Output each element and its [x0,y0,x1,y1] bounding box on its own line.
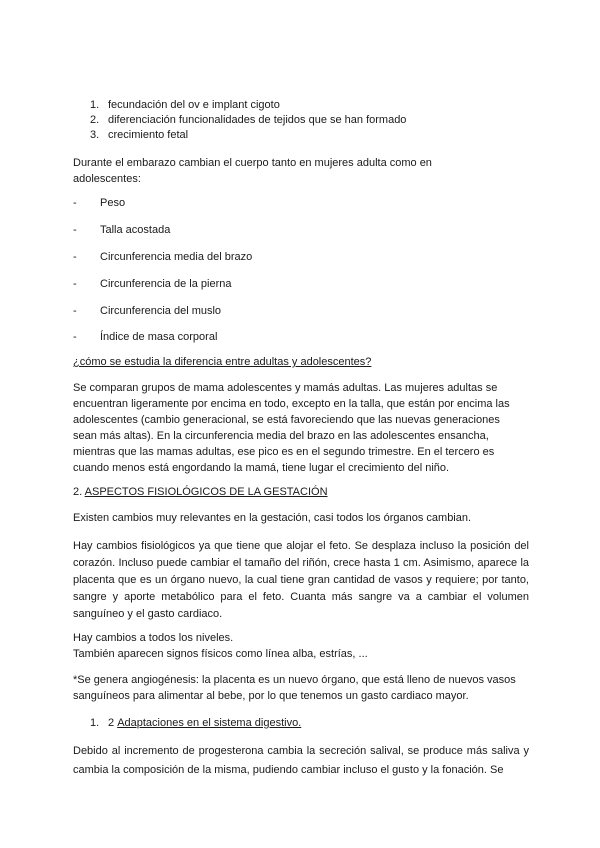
list-item [73,330,217,344]
digestive-paragraph: Debido al incremento de progesterona cambia la secreción salival, se produce más saliva y cambia la composición de la misma, pudiendo cambiar incluso el gusto y la fonación. Se [73,745,529,776]
list-text: Circunferencia media del brazo [100,251,253,263]
all-levels-line: Hay cambios a todos los niveles. [73,632,234,644]
list-text: fecundación del ov e implant cigoto [108,99,280,111]
dash-marker: - [73,305,77,317]
list-item [90,128,406,143]
comparison-paragraph: Se comparan grupos de mama adolescentes y mamás adultas. Las mujeres adultas se encuentran ligeramente por encima en todo, excepto en la talla, que están por encima las adolescentes (cambio generacional, se está favoreciendo que las nuevas generaciones sean más altas). En la circunferencia media del brazo en las adolescentes ensancha, mientras que las mamas adultas, ese pico es en el segundo trimestre. En el tercero es cuando menos está engordando la mamá, tiene lugar el crecimiento del niño. [73,382,510,474]
list-text: crecimiento fetal [108,129,189,141]
list-item [73,196,125,210]
numbered-list [90,98,406,143]
list-item [90,113,406,128]
list-item [73,304,221,318]
section-heading [73,484,529,500]
list-text: Circunferencia del muslo [100,305,222,317]
dash-marker: - [73,331,77,343]
section-number: 2. [73,486,83,498]
dash-marker: - [73,251,77,263]
list-text: Peso [100,197,126,209]
list-number: 3. [90,129,100,141]
dash-marker: - [73,224,77,236]
subsection-title: Adaptaciones en el sistema digestivo. [117,717,302,729]
list-text: Talla acostada [100,224,171,236]
list-text: Circunferencia de la pierna [100,278,232,290]
list-item [90,98,406,113]
list-text: diferenciación funcionalidades de tejidos que se han formado [108,114,407,126]
intro-paragraph: Durante el embarazo cambian el cuerpo tanto en mujeres adulta como en adolescentes: [73,157,432,185]
dash-marker: - [73,278,77,290]
signs-line: También aparecen signos físicos como línea alba, estrías, ... [73,648,368,660]
list-item [73,250,252,264]
dash-marker: - [73,197,77,209]
question-heading: ¿cómo se estudia la diferencia entre adultas y adolescentes? [73,356,372,368]
section-title: ASPECTOS FISIOLÓGICOS DE LA GESTACIÓN [84,486,328,498]
list-number: 1. [90,99,100,111]
list-text: Índice de masa corporal [100,331,218,343]
angiogenesis-paragraph: *Se genera angiogénesis: la placenta es un nuevo órgano, que está lleno de nuevos vasos sanguíneos para alimentar al bebe, por lo que tenemos un gasto cardiaco mayor. [73,674,516,702]
physiological-paragraph: Hay cambios fisiológicos ya que tiene que alojar el feto. Se desplaza incluso la posición del corazón. Incluso puede cambiar el tamaño del riñón, crece hasta 1 cm. Asimismo, aparece la placenta que es un órgano nuevo, la cual tiene gran cantidad de vasos y requiere; por tanto, sangre y aporte metabólico para el feto. Cuanta más sangre va a cambiar el volumen sanguíneo y el gasto cardiaco. [73,540,529,620]
subsection-heading [90,715,301,731]
changes-paragraph: Existen cambios muy relevantes en la gestación, casi todos los órganos cambian. [73,512,472,524]
list-item [73,223,170,237]
list-item [73,277,231,291]
subsection-prefix: 2 [108,717,118,729]
list-number: 2. [90,114,100,126]
subsection-number: 1. [90,717,100,729]
